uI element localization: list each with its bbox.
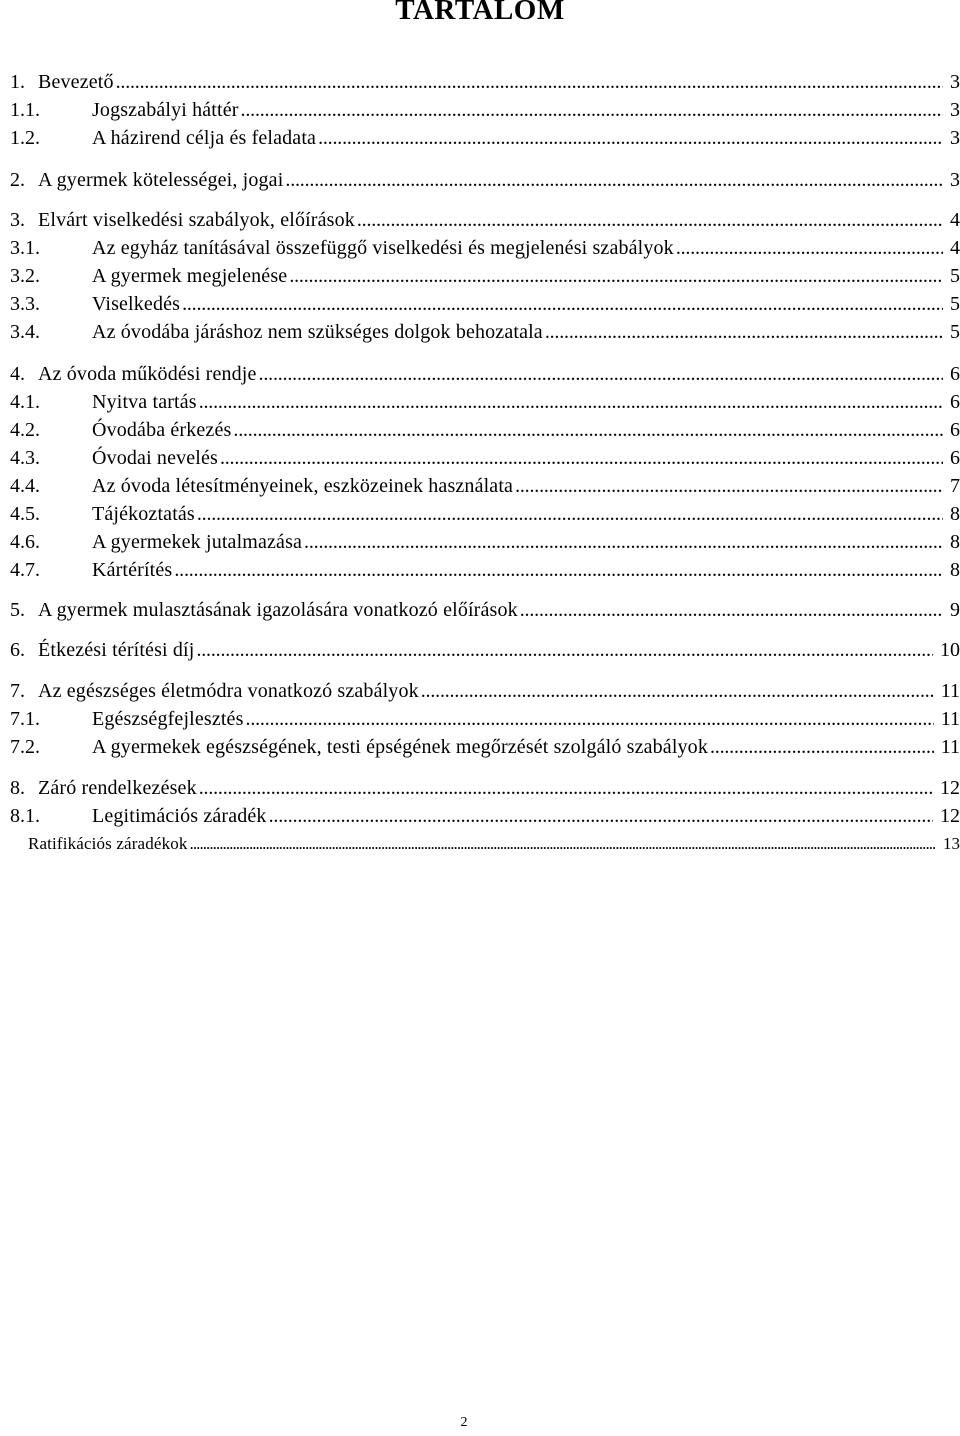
- toc-entry-1[interactable]: [10, 68, 960, 96]
- toc-entry-text: Étkezési térítési díj: [38, 639, 195, 661]
- toc-entry-number: 8.: [10, 777, 25, 799]
- toc-entry-4-6[interactable]: [10, 528, 960, 556]
- toc-entry-page: 5: [950, 293, 960, 315]
- toc-entry-page: 5: [950, 265, 960, 287]
- toc-entry-number: 1.1.: [10, 99, 40, 121]
- toc-entry-number: 4.4.: [10, 475, 40, 497]
- dot-leader: [710, 733, 934, 761]
- toc-title: TARTALOM: [395, 0, 565, 26]
- toc-entry-4-1[interactable]: [10, 388, 960, 416]
- toc-entry-text: A gyermek mulasztásának igazolására vonatkozó előírások: [38, 599, 518, 621]
- toc-entry-text: Az egészséges életmódra vonatkozó szabályok: [38, 680, 419, 702]
- toc-entry-page: 13: [943, 834, 960, 853]
- toc-entry-page: 6: [950, 363, 960, 385]
- toc-entry-text: Az óvoda működési rendje: [38, 363, 257, 385]
- toc-entry-number: 4.3.: [10, 447, 40, 469]
- toc-entry-page: 6: [950, 447, 960, 469]
- dot-leader: [318, 124, 943, 152]
- toc-entry-number: 5.: [10, 599, 25, 621]
- toc-entry-7[interactable]: [10, 677, 960, 705]
- toc-entry-text: A gyermekek egészségének, testi épségének megőrzését szolgáló szabályok: [92, 736, 708, 758]
- toc-entry-7-2[interactable]: [10, 733, 960, 761]
- dot-leader: [259, 360, 943, 388]
- dot-leader: [199, 388, 943, 416]
- dot-leader: [190, 830, 936, 858]
- dot-leader: [246, 705, 934, 733]
- toc-entry-ratifikacios[interactable]: [10, 830, 960, 858]
- dot-leader: [545, 318, 943, 346]
- dot-leader: [676, 234, 943, 262]
- dot-leader: [269, 802, 933, 830]
- toc-entry-number: 3.2.: [10, 265, 40, 287]
- toc-entry-text: Viselkedés: [92, 293, 181, 315]
- toc-entry-text: Elvárt viselkedési szabályok, előírások: [38, 209, 355, 231]
- toc-entry-5[interactable]: [10, 596, 960, 624]
- toc-entry-number: 1.: [10, 71, 25, 93]
- toc-entry-text: Az óvodába járáshoz nem szükséges dolgok behozatala: [92, 321, 543, 343]
- toc-entry-3-4[interactable]: [10, 318, 960, 346]
- toc-entry-number: 8.1.: [10, 805, 40, 827]
- toc-entry-7-1[interactable]: [10, 705, 960, 733]
- toc-entry-number: 7.1.: [10, 708, 40, 730]
- toc-entry-text: Kártérítés: [92, 559, 173, 581]
- dot-leader: [116, 68, 943, 96]
- toc-entry-text: A gyermekek jutalmazása: [92, 531, 303, 553]
- toc-entry-page: 11: [940, 736, 960, 758]
- dot-leader: [304, 528, 943, 556]
- toc-entry-2[interactable]: [10, 166, 960, 194]
- toc-entry-page: 10: [940, 639, 960, 661]
- page-number: 2: [460, 1415, 468, 1430]
- toc-entry-number: 4.: [10, 363, 25, 385]
- toc-entry-1-2[interactable]: [10, 124, 960, 152]
- toc-entry-text: Záró rendelkezések: [38, 777, 197, 799]
- toc-entry-page: 8: [950, 559, 960, 581]
- dot-leader: [289, 262, 943, 290]
- toc-entry-text: Jogszabályi háttér: [92, 99, 239, 121]
- toc-entry-4-5[interactable]: [10, 500, 960, 528]
- dot-leader: [241, 96, 943, 124]
- toc-entry-text: Óvodába érkezés: [92, 419, 232, 441]
- toc-entry-text: Az egyház tanításával összefüggő viselkedési és megjelenési szabályok: [92, 237, 674, 259]
- toc-entry-4[interactable]: [10, 360, 960, 388]
- toc-entry-text: Egészségfejlesztés: [92, 708, 244, 730]
- toc-entry-number: 4.6.: [10, 531, 40, 553]
- toc-entry-number: 3.1.: [10, 237, 40, 259]
- toc-entry-number: 7.2.: [10, 736, 40, 758]
- dot-leader: [220, 444, 943, 472]
- toc-entry-3-2[interactable]: [10, 262, 960, 290]
- toc-entry-3[interactable]: [10, 206, 960, 234]
- toc-entry-number: 7.: [10, 680, 25, 702]
- toc-entry-page: 3: [950, 169, 960, 191]
- toc-entry-text: A házirend célja és feladata: [92, 127, 317, 149]
- toc-entry-page: 4: [950, 237, 960, 259]
- toc-entry-4-4[interactable]: [10, 472, 960, 500]
- dot-leader: [357, 206, 943, 234]
- toc-entry-page: 3: [950, 127, 960, 149]
- toc-entry-page: 9: [950, 599, 960, 621]
- toc-entry-text: Bevezető: [38, 71, 114, 93]
- toc-entry-8-1[interactable]: [10, 802, 960, 830]
- toc-entry-page: 4: [950, 209, 960, 231]
- dot-leader: [182, 290, 943, 318]
- toc-entry-page: 12: [940, 805, 960, 827]
- toc-entry-3-3[interactable]: [10, 290, 960, 318]
- toc-entry-number: 6.: [10, 639, 25, 661]
- toc-entry-text: Legitimációs záradék: [92, 805, 267, 827]
- toc-entry-text: A gyermek megjelenése: [92, 265, 288, 287]
- toc-entry-page: 11: [940, 680, 960, 702]
- toc-entry-3-1[interactable]: [10, 234, 960, 262]
- toc-entry-page: 6: [950, 391, 960, 413]
- dot-leader: [515, 472, 943, 500]
- toc-entry-number: 1.2.: [10, 127, 40, 149]
- dot-leader: [196, 636, 933, 664]
- dot-leader: [520, 596, 943, 624]
- toc-entry-number: 4.7.: [10, 559, 40, 581]
- toc-entry-4-7[interactable]: [10, 556, 960, 584]
- toc-entry-number: 3.4.: [10, 321, 40, 343]
- toc-entry-4-2[interactable]: [10, 416, 960, 444]
- toc-entry-4-3[interactable]: [10, 444, 960, 472]
- toc-entry-text: Tájékoztatás: [92, 503, 195, 525]
- toc-entry-page: 3: [950, 71, 960, 93]
- toc-entry-page: 6: [950, 419, 960, 441]
- toc-entry-text: Ratifikációs záradékok: [28, 834, 188, 853]
- toc-entry-page: 3: [950, 99, 960, 121]
- toc-entry-number: 2.: [10, 169, 25, 191]
- toc-entry-text: A gyermek kötelességei, jogai: [38, 169, 284, 191]
- toc-entry-number: 3.: [10, 209, 25, 231]
- toc-entry-page: 8: [950, 531, 960, 553]
- toc-entry-6[interactable]: [10, 636, 960, 664]
- toc-entry-number: 4.5.: [10, 503, 40, 525]
- toc-entry-text: Az óvoda létesítményeinek, eszközeinek használata: [92, 475, 514, 497]
- dot-leader: [199, 774, 933, 802]
- dot-leader: [174, 556, 943, 584]
- toc-entry-number: 4.1.: [10, 391, 40, 413]
- toc-entry-page: 5: [950, 321, 960, 343]
- dot-leader: [285, 166, 943, 194]
- dot-leader: [421, 677, 934, 705]
- dot-leader: [233, 416, 943, 444]
- dot-leader: [197, 500, 943, 528]
- toc-entry-8[interactable]: [10, 774, 960, 802]
- toc-entry-1-1[interactable]: [10, 96, 960, 124]
- toc-entry-page: 7: [950, 475, 960, 497]
- toc-entry-page: 12: [940, 777, 960, 799]
- toc-entry-text: Óvodai nevelés: [92, 447, 218, 469]
- toc-entry-text: Nyitva tartás: [92, 391, 197, 413]
- toc-entry-page: 8: [950, 503, 960, 525]
- toc-entry-number: 3.3.: [10, 293, 40, 315]
- toc-entry-page: 11: [940, 708, 960, 730]
- toc-entry-number: 4.2.: [10, 419, 40, 441]
